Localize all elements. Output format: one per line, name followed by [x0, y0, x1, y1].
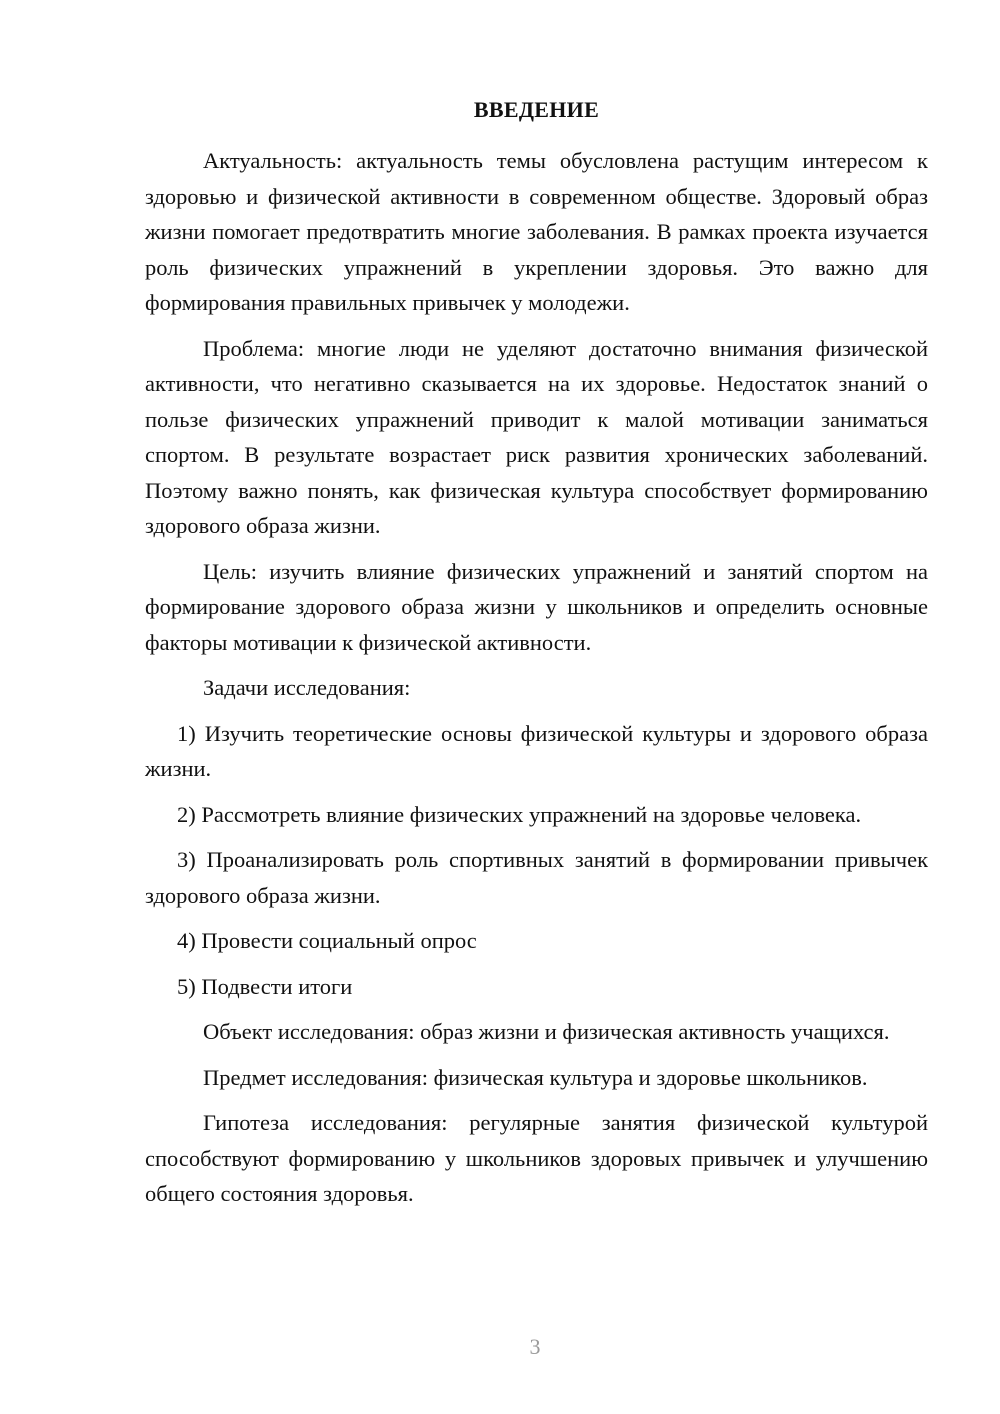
hypothesis-paragraph: Гипотеза исследования: регулярные занятия физической культурой способствуют формированию у школьников здоровых привычек и улучшению общего состояния здоровья. — [145, 1110, 928, 1206]
relevance-paragraph: Актуальность: актуальность темы обусловлена растущим интересом к здоровью и физической активности в современном обществе. Здоровый образ жизни помогает предотвратить многие заболевания. В рамках проекта изучается роль физических упражнений в укреплении здоровья. Это важно для формирования правильных привычек у молодежи. — [145, 148, 928, 315]
page-number: 3 — [529, 1334, 541, 1359]
task-item-5: 5) Подвести итоги — [177, 973, 353, 999]
section-heading: ВВЕДЕНИЕ — [473, 97, 600, 122]
goal-paragraph: Цель: изучить влияние физических упражнений и занятий спортом на формирование здорового образа жизни у школьников и определить основные факторы мотивации к физической активности. — [145, 558, 928, 655]
tasks-heading: Задачи исследования: — [203, 675, 411, 700]
problem-paragraph: Проблема: многие люди не уделяют достаточно внимания физической активности, что негативно сказывается на их здоровье. Недостаток знаний о пользе физических упражнений приводит к малой мотивации заниматься спортом. В результате возрастает риск развития хронических заболеваний. Поэтому важно понять, как физическая культура способствует формированию здорового образа жизни. — [145, 335, 928, 538]
task-item-2: 2) Рассмотреть влияние физических упражнений на здоровье человека. — [177, 801, 862, 827]
task-item-4: 4) Провести социальный опрос — [177, 928, 477, 953]
object-paragraph: Объект исследования: образ жизни и физическая активность учащихся. — [203, 1019, 890, 1044]
task-item-1: 1) Изучить теоретические основы физической культуры и здорового образа жизни. — [145, 720, 928, 781]
subject-paragraph: Предмет исследования: физическая культура и здоровье школьников. — [203, 1064, 868, 1090]
task-item-3: 3) Проанализировать роль спортивных занятий в формировании привычек здорового образа жизни. — [145, 847, 928, 908]
body-text — [145, 143, 928, 1222]
